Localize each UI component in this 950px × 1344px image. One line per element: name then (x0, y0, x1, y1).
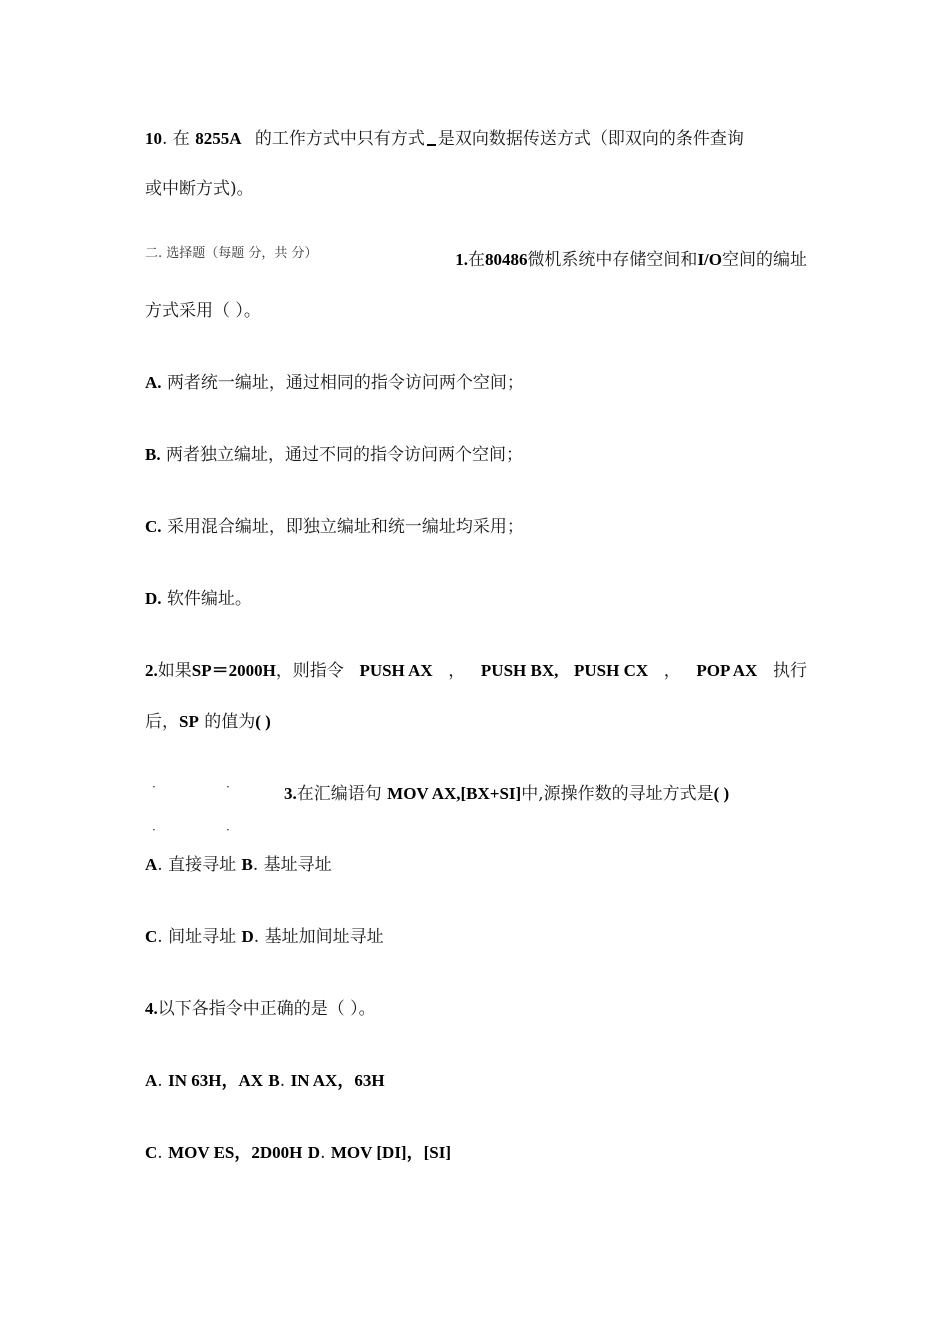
q1-option-a (145, 372, 524, 394)
q10-line-1 (145, 128, 807, 150)
stray-dot: · (152, 823, 156, 837)
q3-text-2: 中,源操作数的寻址方式是 (521, 784, 714, 804)
q4-text: 以下各指令中正确的是（ ）。 (157, 999, 376, 1019)
q4-option-b-key: B (268, 1071, 280, 1090)
q1-io: I/O (697, 250, 722, 269)
option-key: B. (145, 445, 161, 464)
q2-comma-2: ， (663, 661, 681, 681)
option-text: 两者统一编址，通过相同的指令访问两个空间； (166, 373, 524, 393)
q1-option-b (145, 444, 523, 466)
q3-option-d-key: D (241, 927, 254, 946)
q2-line-2 (145, 711, 271, 733)
q2-text-1: 如果 (157, 661, 192, 681)
q3-option-a-key: A (145, 855, 158, 874)
section-heading: 二. 选择题（每题 分，共 分） (145, 246, 318, 261)
option-text: 软件编址。 (166, 589, 252, 609)
q4-option-c-key: C (145, 1143, 158, 1162)
q1-line-1 (145, 246, 807, 271)
q10-chip-name: 8255A (195, 129, 242, 148)
stray-dot: · (226, 823, 230, 837)
q2-line-1 (145, 660, 807, 682)
q3-line (284, 783, 729, 805)
q3-paren: ( ) (713, 784, 730, 803)
q1-line-2: 方式采用（ ）。 (145, 301, 261, 321)
q2-line2-text-2: 的值为 (204, 712, 256, 732)
q4-option-d-key: D (307, 1143, 321, 1162)
stray-dot: · (152, 780, 156, 794)
q3-option-d-text: . 基址加间址寻址 (253, 927, 384, 947)
q4-line (145, 998, 376, 1020)
q2-line2-paren: ( ) (255, 712, 271, 731)
q3-option-b-key: B (241, 855, 253, 874)
q10-text-3: 是双向数据传送方式（即双向的条件查询 (437, 129, 744, 149)
q4-option-d-instr: MOV [DI]，[SI] (330, 1143, 451, 1162)
option-key: C. (145, 517, 162, 536)
q2-line2-sp: SP (179, 712, 199, 731)
option-key: A. (145, 373, 162, 392)
q4-options-cd: C. MOV ES，2D00H D. MOV [DI]，[SI] (145, 1143, 451, 1163)
q3-option-b-text: . 基址寻址 (252, 855, 332, 875)
option-key: D. (145, 589, 162, 608)
q3-option-c-key: C (145, 927, 158, 946)
q1-option-d (145, 588, 252, 610)
q4-options-ab: A. IN 63H，AX B. IN AX，63H (145, 1071, 385, 1091)
q4-option-a-instr: IN 63H，AX (168, 1071, 264, 1090)
q2-push-bx: PUSH BX, (480, 661, 559, 680)
q2-pop-ax: POP AX (696, 661, 758, 680)
q4-option-b-instr: IN AX，63H (290, 1071, 385, 1090)
q2-sp: SP＝2000H (191, 661, 276, 680)
q1-text-1: 在 (467, 250, 485, 270)
q10-text-1: . 在 (162, 129, 190, 149)
q2-push-cx: PUSH CX (574, 661, 649, 680)
q1-cpu: 80486 (484, 250, 528, 269)
q1-number: 1. (455, 250, 468, 269)
q10-answer-blank (427, 129, 436, 146)
stray-dot: · (226, 780, 230, 794)
q3-options-ab (145, 854, 332, 876)
q1-option-c (145, 516, 524, 538)
q10-line-2: 或中断方式)。 (145, 179, 254, 199)
option-text: 两者独立编址，通过不同的指令访问两个空间； (166, 445, 523, 465)
q3-text-1: 在汇编语句 (296, 784, 382, 804)
q2-comma-1: ， (448, 661, 466, 681)
q2-number: 2. (145, 661, 158, 680)
q3-option-a-text: . 直接寻址 (157, 855, 237, 875)
option-text: 采用混合编址，即独立编址和统一编址均采用； (166, 517, 524, 537)
q3-options-cd (145, 926, 384, 948)
q3-number: 3. (284, 784, 297, 803)
q1-text-2: 微机系统中存储空间和 (527, 250, 698, 270)
q2-push-ax: PUSH AX (359, 661, 433, 680)
q2-text-2: ，则指令 (275, 661, 344, 681)
q10-number: 10 (145, 129, 162, 148)
q2-line2-text-1: 后， (145, 712, 179, 732)
q3-instruction: MOV AX,[BX+SI] (387, 784, 522, 803)
q1-text-3: 空间的编址 (722, 250, 807, 270)
q10-text-2: 的工作方式中只有方式 (254, 129, 425, 149)
q4-number: 4. (145, 999, 158, 1018)
q3-option-c-text: . 间址寻址 (157, 927, 237, 947)
q4-option-c-instr: MOV ES，2D00H (168, 1143, 303, 1162)
q2-text-3: 执行 (772, 661, 807, 681)
q4-option-a-key: A (145, 1071, 158, 1090)
